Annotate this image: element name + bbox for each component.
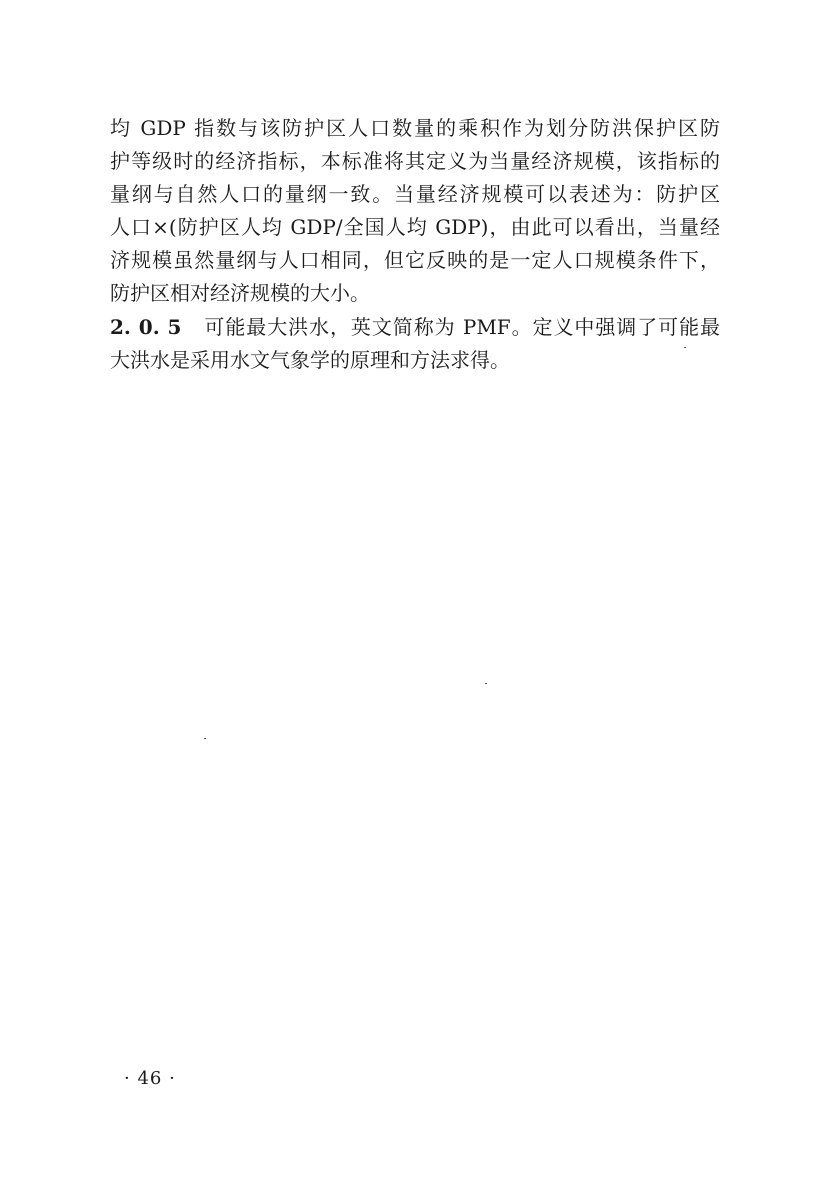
scan-speck [684, 347, 686, 348]
section-text-line-1: 可能最大洪水，英文简称为 PMF。定义中强调了可能最 [203, 315, 720, 339]
paragraph-line-6: 防护区相对经济规模的大小。 [110, 281, 370, 305]
scan-speck [485, 683, 487, 684]
section-number: 2. 0. 5 [110, 315, 182, 339]
paragraph-line-3: 量纲与自然人口的量纲一致。当量经济规模可以表述为：防护区 [110, 182, 720, 206]
section-2-0-5-line-1 [110, 312, 720, 342]
paragraph-line-2: 护等级时的经济指标，本标准将其定义为当量经济规模，该指标的 [110, 149, 720, 173]
paragraph-line-1: 均 GDP 指数与该防护区人口数量的乘积作为划分防洪保护区防 [110, 116, 720, 140]
scan-speck [204, 738, 206, 739]
section-2-0-5-line-2: 大洪水是采用水文气象学的原理和方法求得。 [110, 348, 510, 372]
paragraph-line-5: 济规模虽然量纲与人口相同，但它反映的是一定人口规模条件下， [110, 248, 720, 272]
page-number: · 46 · [124, 1068, 176, 1089]
paragraph-line-4: 人口×(防护区人均 GDP/全国人均 GDP)，由此可以看出，当量经 [110, 215, 720, 239]
